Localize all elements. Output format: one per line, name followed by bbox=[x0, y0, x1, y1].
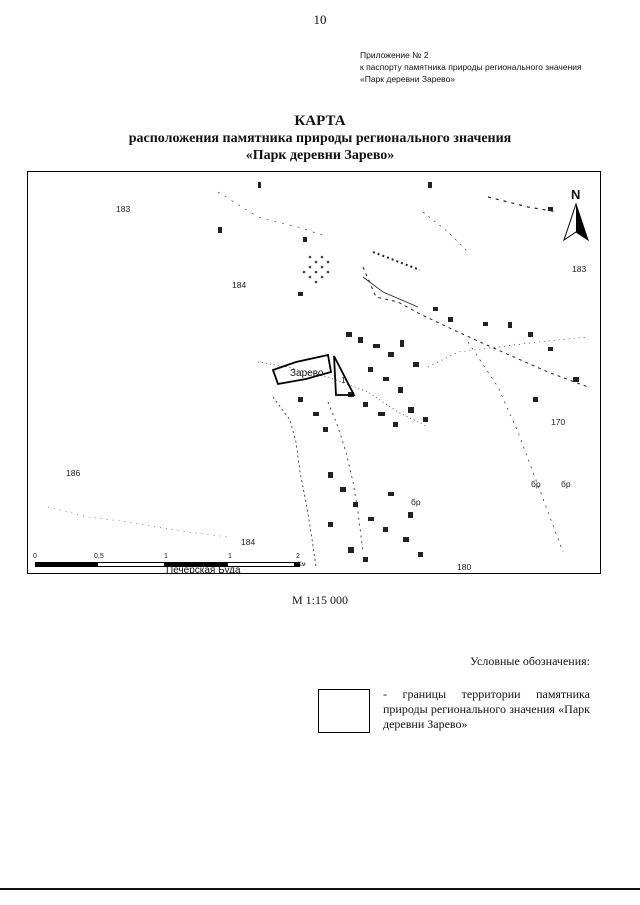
map-frame bbox=[27, 171, 601, 574]
scale-tick-0: 0 bbox=[33, 553, 37, 560]
legend-title: Условные обозначения: bbox=[469, 654, 590, 668]
scale-tick-1-5: 1 bbox=[228, 553, 232, 560]
label-br-3: бр bbox=[411, 497, 421, 507]
scale-tick-1: 1 bbox=[164, 553, 168, 560]
park-number-label: 1 bbox=[341, 375, 346, 385]
map-scale-text: М 1:15 000 bbox=[291, 593, 348, 607]
appendix-line-3: «Парк деревни Зарево» bbox=[360, 74, 456, 84]
title-line-3: «Парк деревни Зарево» bbox=[245, 148, 395, 163]
scale-tick-2: 2 bbox=[296, 553, 300, 560]
scale-tick-0-5: 0,5 bbox=[94, 553, 104, 560]
map-canvas bbox=[28, 172, 601, 574]
bottom-place-label: Печерская Буда bbox=[166, 565, 241, 575]
appendix-line-2: к паспорту памятника природы регионального значения bbox=[360, 62, 582, 72]
legend-item-text: - границы территории памятника природы регионального значения «Парк деревни Зарево» bbox=[383, 687, 590, 731]
page-number: 10 bbox=[313, 12, 327, 27]
elevation-184-center: 184 bbox=[232, 280, 247, 290]
elevation-170: 170 bbox=[551, 417, 566, 427]
label-br-2: бр bbox=[561, 479, 571, 489]
scale-unit: Км bbox=[298, 562, 306, 568]
legend-boundary-symbol bbox=[318, 689, 370, 733]
elevation-180: 180 bbox=[457, 562, 472, 572]
title-line-2: расположения памятника природы регионального значения bbox=[128, 131, 512, 146]
map-linework bbox=[48, 192, 588, 567]
map-title bbox=[0, 112, 640, 164]
elevation-183-nw: 183 bbox=[116, 204, 131, 214]
appendix-line-1: Приложение № 2 bbox=[360, 50, 429, 60]
bottom-rule bbox=[0, 888, 640, 890]
elevation-183-east: 183 bbox=[572, 264, 587, 274]
title-line-1: КАРТА bbox=[294, 113, 346, 129]
map-orchard bbox=[303, 256, 330, 284]
scale-bar-segment bbox=[98, 563, 164, 566]
north-arrow-icon bbox=[564, 187, 588, 240]
elevation-184-south: 184 bbox=[241, 537, 256, 547]
label-br-1: бр bbox=[531, 479, 541, 489]
appendix-note bbox=[360, 49, 630, 85]
village-label: Зарево bbox=[290, 368, 324, 379]
map-buildings bbox=[218, 182, 579, 562]
north-label: N bbox=[571, 187, 581, 202]
elevation-186: 186 bbox=[66, 468, 81, 478]
